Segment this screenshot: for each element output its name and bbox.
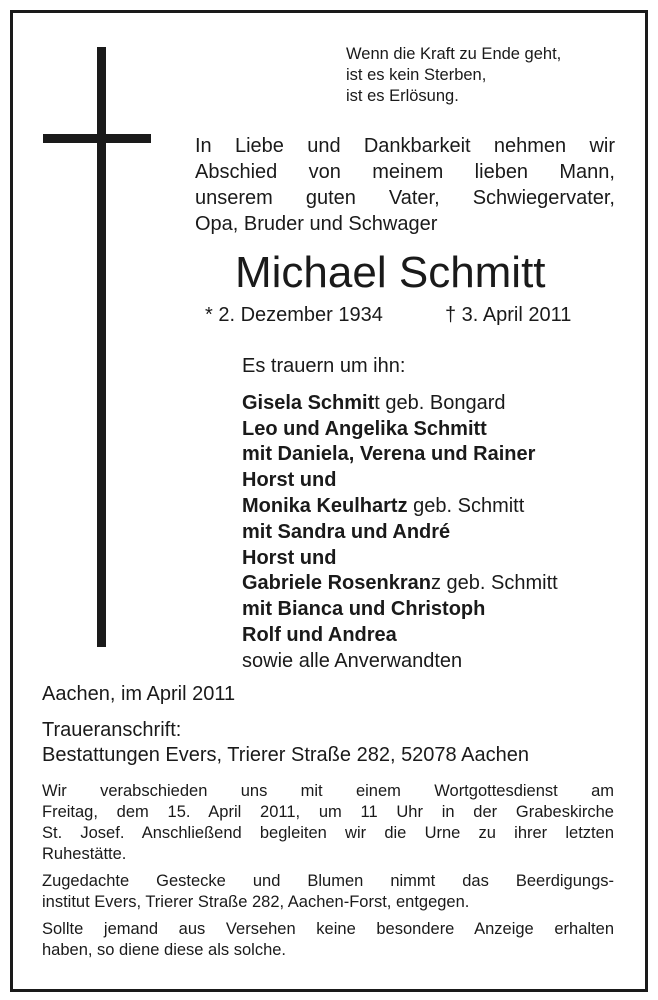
notes-line: haben, so diene diese als solche. — [42, 941, 287, 959]
mourner-line — [242, 417, 612, 443]
notes-line: Zugedachte Gestecke und Blumen nimmt das Beerdigungs- — [42, 872, 614, 890]
poem-line: ist es Erlösung. — [346, 87, 459, 105]
address-text: Bestattungen Evers, Trierer Straße 282, 52078 Aachen — [42, 744, 529, 766]
poem-line: ist es kein Sterben, — [346, 66, 487, 84]
place-date: Aachen, im April 2011 — [42, 683, 236, 705]
mourner-name: mit Bianca und Christoph — [242, 598, 486, 621]
intro-line: unserem guten Vater, Schwiegervater, — [195, 187, 615, 209]
address-label: Traueranschrift: — [42, 719, 182, 741]
mourner-name: Rolf und Andrea — [242, 623, 397, 646]
cross-icon-horizontal — [43, 134, 151, 143]
death-date: † 3. April 2011 — [445, 304, 572, 326]
mourners-list — [242, 354, 612, 675]
mourner-name: mit Daniela, Verena und Rainer — [242, 443, 536, 466]
mourner-line — [242, 494, 612, 520]
notes-paragraph — [42, 781, 614, 865]
mourning-address — [42, 718, 529, 768]
mourner-name: Gabriele Rosenkran — [242, 572, 431, 595]
mourner-suffix: sowie alle Anverwandten — [242, 649, 463, 672]
mourner-line — [242, 391, 612, 417]
deceased-name: Michael Schmitt — [235, 248, 546, 297]
mourner-suffix: geb. Schmitt — [407, 494, 525, 517]
intro-line: Abschied von meinem lieben Mann, — [195, 161, 615, 183]
mourner-name: mit Sandra und André — [242, 520, 451, 543]
mourner-line — [242, 468, 612, 494]
mourner-line — [242, 442, 612, 468]
service-notes — [42, 781, 614, 967]
intro-line: In Liebe und Dankbarkeit nehmen wir — [195, 135, 615, 157]
notes-paragraph — [42, 919, 614, 961]
mourner-suffix: z geb. Schmitt — [430, 572, 558, 595]
notes-line: institut Evers, Trierer Straße 282, Aachen-Forst, entgegen. — [42, 893, 470, 911]
intro-line: Opa, Bruder und Schwager — [195, 213, 438, 235]
obituary-frame — [10, 10, 648, 992]
poem — [346, 44, 626, 107]
notes-paragraph — [42, 871, 614, 913]
mourner-name: Leo und Angelika Schmitt — [242, 417, 487, 440]
notes-line: St. Josef. Anschließend begleiten wir die Urne zu ihrer letzten — [42, 824, 614, 842]
mourner-line — [242, 571, 612, 597]
notes-line: Wir verabschieden uns mit einem Wortgottesdienst am — [42, 782, 614, 800]
mourner-line — [242, 597, 612, 623]
birth-date: * 2. Dezember 1934 — [205, 304, 383, 326]
intro-text — [195, 133, 615, 237]
mourner-name: Horst und — [242, 469, 337, 492]
poem-line: Wenn die Kraft zu Ende geht, — [346, 45, 562, 63]
mourner-name: Monika Keulhartz — [242, 494, 408, 517]
mourner-name: Gisela Schmit — [242, 391, 375, 414]
mourner-line — [242, 649, 612, 675]
mourner-line — [242, 546, 612, 572]
mourner-name: Horst und — [242, 546, 337, 569]
notes-line: Freitag, dem 15. April 2011, um 11 Uhr in der Grabeskirche — [42, 803, 614, 821]
mourners-heading: Es trauern um ihn: — [242, 355, 406, 377]
mourner-line — [242, 623, 612, 649]
mourner-suffix: t geb. Bongard — [374, 391, 506, 414]
notes-line: Ruhestätte. — [42, 845, 127, 863]
notes-line: Sollte jemand aus Versehen keine besondere Anzeige erhalten — [42, 920, 614, 938]
mourner-line — [242, 520, 612, 546]
